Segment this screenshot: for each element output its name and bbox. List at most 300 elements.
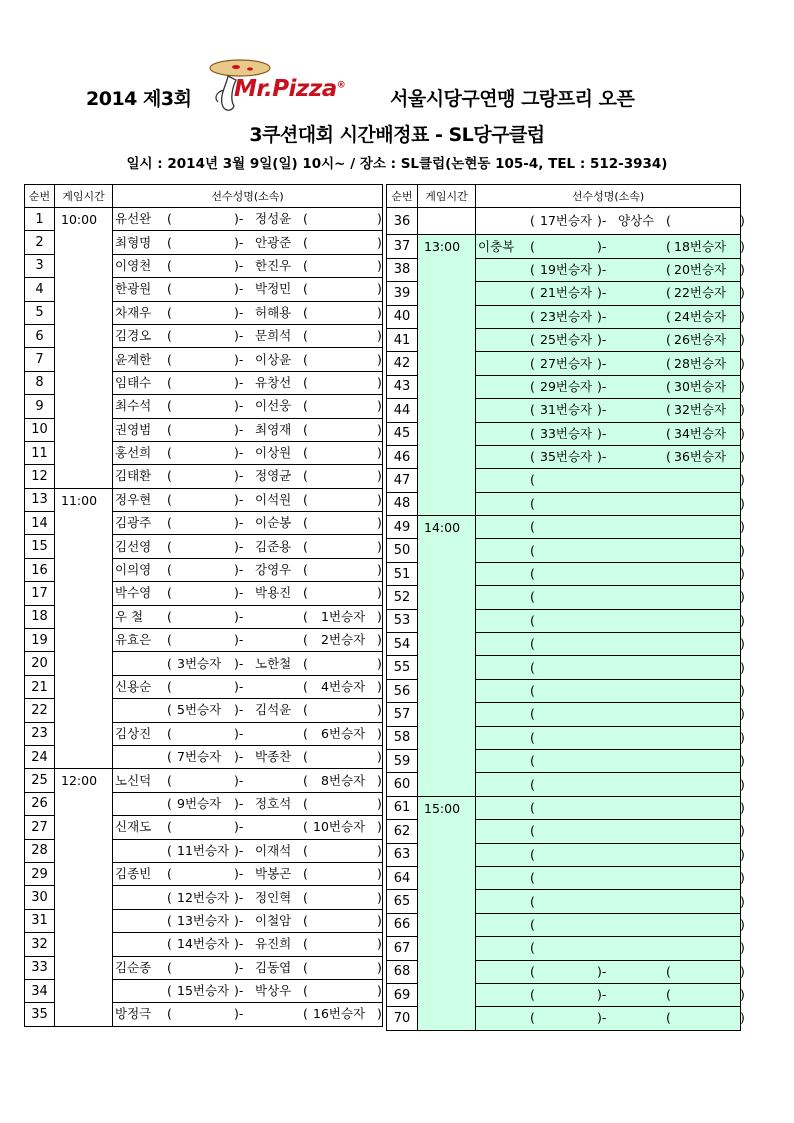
paren-open: (: [303, 819, 308, 835]
paren-close-dash: )-: [234, 351, 244, 367]
winner-b: 18번승자: [674, 238, 727, 254]
game-number: 16: [25, 558, 55, 581]
paren-open: (: [303, 655, 308, 671]
title-row: [0, 78, 794, 114]
paren-open: (: [530, 261, 535, 277]
winner-a: 27번승자: [540, 355, 593, 371]
paren-open: (: [303, 749, 308, 765]
paren-close: ): [740, 425, 745, 441]
players-cell: [476, 445, 745, 468]
paren-close: ): [740, 799, 745, 815]
players-line: [113, 465, 382, 487]
players-cell: [476, 656, 745, 679]
game-number: 5: [25, 301, 55, 324]
paren-open: (: [666, 285, 671, 301]
paren-open: (: [530, 706, 535, 722]
paren-open: (: [303, 234, 308, 250]
player-b: 최영재: [255, 421, 292, 437]
table-header: [25, 185, 383, 208]
paren-close-dash: )-: [597, 332, 607, 348]
paren-close: ): [377, 819, 382, 835]
paren-open: (: [530, 285, 535, 301]
players-line: [476, 353, 745, 375]
paren-open: (: [167, 585, 172, 601]
paren-close: ): [377, 702, 382, 718]
game-number: 28: [25, 839, 55, 862]
paren-close-dash: )-: [234, 608, 244, 624]
players-cell: [476, 937, 745, 960]
paren-close: ): [740, 213, 745, 229]
paren-open: (: [303, 421, 308, 437]
paren-close: ): [740, 636, 745, 652]
game-number: 43: [387, 375, 418, 398]
game-number: 33: [25, 956, 55, 979]
paren-close-dash: )-: [234, 398, 244, 414]
paren-open: (: [530, 799, 535, 815]
game-number: 29: [25, 862, 55, 885]
players-cell: [113, 231, 383, 254]
title-left: 2014 제3회: [86, 88, 192, 110]
game-number: 45: [387, 422, 418, 445]
players-line: [113, 536, 382, 558]
game-number: 30: [25, 886, 55, 909]
players-line: [113, 699, 382, 721]
players-cell: [113, 909, 383, 932]
paren-close: ): [377, 234, 382, 250]
player-a: 홍선희: [115, 445, 152, 461]
paren-close: ): [740, 870, 745, 886]
game-number: 59: [387, 749, 418, 772]
player-a: 임태수: [115, 374, 152, 390]
paren-open: (: [167, 655, 172, 671]
players-line: [113, 232, 382, 254]
players-line: [113, 957, 382, 979]
paren-close: ): [740, 519, 745, 535]
players-cell: [113, 629, 383, 652]
player-a: 윤계한: [115, 351, 152, 367]
player-b: 강영우: [255, 562, 292, 578]
player-b: 노한철: [255, 655, 292, 671]
game-number: 27: [25, 816, 55, 839]
game-number: 47: [387, 469, 418, 492]
paren-close: ): [377, 749, 382, 765]
players-line: [113, 325, 382, 347]
paren-close-dash: )-: [234, 725, 244, 741]
paren-open: (: [303, 725, 308, 741]
players-cell: [113, 956, 383, 979]
paren-close: ): [740, 753, 745, 769]
paren-open: (: [530, 823, 535, 839]
players-line: [476, 891, 745, 913]
player-a: 최수석: [115, 398, 152, 414]
paren-open: (: [530, 940, 535, 956]
logo-text: Mr.Pizza®: [234, 76, 346, 102]
player-a: 권영범: [115, 421, 152, 437]
players-cell: [113, 324, 383, 347]
players-cell: [113, 745, 383, 768]
players-cell: [476, 679, 745, 702]
paren-open: (: [666, 308, 671, 324]
players-cell: [476, 328, 745, 351]
paren-open: (: [167, 608, 172, 624]
paren-open: (: [303, 491, 308, 507]
paren-close: ): [740, 963, 745, 979]
player-a: 유효은: [115, 632, 152, 648]
paren-open: (: [530, 683, 535, 698]
players-line: [476, 493, 745, 515]
paren-open: (: [303, 304, 308, 320]
players-cell: [476, 843, 745, 866]
paren-open: (: [303, 889, 308, 905]
players-cell: [113, 208, 383, 231]
paren-close: ): [377, 491, 382, 507]
players-cell: [113, 979, 383, 1002]
game-number: 49: [387, 516, 418, 539]
players-cell: [113, 254, 383, 277]
game-number: 4: [25, 278, 55, 301]
paren-open: (: [167, 491, 172, 507]
players-line: [476, 423, 745, 445]
players-cell: [476, 726, 745, 749]
paren-close: ): [377, 445, 382, 461]
players-cell: [476, 749, 745, 772]
players-line: [476, 937, 745, 959]
paren-open: (: [167, 842, 172, 858]
mr-pizza-logo: [206, 56, 386, 118]
paren-close: ): [740, 1010, 745, 1026]
players-cell: [476, 913, 745, 936]
paren-close: ): [377, 421, 382, 437]
game-number: 51: [387, 562, 418, 585]
game-number: 26: [25, 792, 55, 815]
player-a: 김선영: [115, 538, 152, 554]
paren-close: ): [377, 468, 382, 484]
players-line: [476, 282, 745, 304]
table-row: [25, 769, 383, 792]
paren-open: (: [530, 916, 535, 932]
paren-open: (: [303, 468, 308, 484]
table-row: [25, 208, 383, 231]
players-line: [476, 563, 745, 585]
game-time: 11:00: [55, 488, 113, 769]
game-number: 70: [387, 1007, 418, 1030]
paren-open: (: [530, 659, 535, 675]
game-number: 60: [387, 773, 418, 796]
player-a: 신재도: [115, 819, 152, 835]
game-number: 7: [25, 348, 55, 371]
paren-close: ): [740, 916, 745, 932]
player-b: 박정민: [255, 281, 292, 297]
paren-open: (: [167, 702, 172, 718]
game-number: 44: [387, 399, 418, 422]
players-cell: [113, 418, 383, 441]
table-row: [25, 488, 383, 511]
paren-close: ): [377, 725, 382, 741]
paren-open: (: [303, 328, 308, 344]
game-number: 34: [25, 979, 55, 1002]
paren-open: (: [167, 772, 172, 788]
winner-b: 34번승자: [674, 425, 727, 441]
players-line: [476, 703, 745, 725]
player-a: 박수영: [115, 585, 152, 601]
players-line: [476, 820, 745, 842]
game-number: 11: [25, 441, 55, 464]
players-line: [476, 469, 745, 491]
players-line: [113, 676, 382, 698]
players-cell: [476, 586, 745, 609]
players-cell: [113, 769, 383, 792]
paren-open: (: [167, 562, 172, 578]
paren-open: (: [530, 893, 535, 909]
players-cell: [476, 422, 745, 445]
player-b: 이상윤: [255, 351, 292, 367]
players-cell: [476, 866, 745, 889]
paren-close: ): [740, 495, 745, 511]
players-line: [113, 582, 382, 604]
game-number: 32: [25, 933, 55, 956]
game-number: 25: [25, 769, 55, 792]
players-line: [113, 442, 382, 464]
paren-close-dash: )-: [234, 983, 244, 999]
game-number: 18: [25, 605, 55, 628]
game-number: 2: [25, 231, 55, 254]
winner-a: 7번승자: [177, 749, 222, 765]
players-cell: [113, 512, 383, 535]
title-right: 서울시당구연맹 그랑프리 오픈: [390, 88, 635, 110]
paren-open: (: [530, 1010, 535, 1026]
players-cell: [476, 562, 745, 585]
game-number: 17: [25, 582, 55, 605]
game-number: 9: [25, 395, 55, 418]
paren-close-dash: )-: [234, 585, 244, 601]
game-number: 54: [387, 633, 418, 656]
paren-open: (: [303, 445, 308, 461]
paren-close: ): [377, 608, 382, 624]
paren-close: ): [377, 959, 382, 975]
paren-open: (: [303, 538, 308, 554]
paren-open: (: [530, 753, 535, 769]
players-line: [113, 980, 382, 1002]
paren-open: (: [666, 332, 671, 348]
players-cell: [476, 492, 745, 515]
players-cell: [476, 469, 745, 492]
paren-open: (: [303, 936, 308, 952]
paren-open: (: [530, 566, 535, 582]
winner-b: 6번승자: [321, 725, 366, 741]
header-time: 게임시간: [418, 185, 476, 208]
paren-open: (: [530, 238, 535, 254]
players-line: [476, 727, 745, 749]
players-cell: [476, 796, 745, 819]
players-cell: [113, 278, 383, 301]
player-b: 박봉곤: [255, 866, 292, 882]
players-line: [476, 680, 745, 702]
paren-close: ): [740, 729, 745, 745]
paren-close-dash: )-: [234, 468, 244, 484]
game-number: 55: [387, 656, 418, 679]
paren-close-dash: )-: [234, 562, 244, 578]
players-cell: [476, 1007, 745, 1030]
paren-open: (: [167, 936, 172, 952]
paren-close: ): [740, 589, 745, 605]
players-line: [113, 395, 382, 417]
players-line: [113, 302, 382, 324]
player-a: 이영천: [115, 257, 152, 273]
paren-open: (: [167, 328, 172, 344]
game-number: 58: [387, 726, 418, 749]
paren-close: ): [377, 562, 382, 578]
game-number: 23: [25, 722, 55, 745]
players-cell: [113, 582, 383, 605]
paren-close-dash: )-: [597, 378, 607, 394]
players-cell: [476, 258, 745, 281]
paren-close-dash: )-: [597, 1010, 607, 1026]
paren-close-dash: )-: [597, 987, 607, 1003]
winner-b: 36번승자: [674, 449, 727, 465]
paren-close-dash: )-: [597, 425, 607, 441]
paren-open: (: [530, 378, 535, 394]
paren-open: (: [530, 870, 535, 886]
player-b: 박용진: [255, 585, 292, 601]
paren-open: (: [167, 959, 172, 975]
winner-a: 11번승자: [177, 842, 230, 858]
player-b: 이선웅: [255, 398, 292, 414]
players-cell: [113, 558, 383, 581]
players-line: [476, 774, 745, 796]
players-line: [476, 797, 745, 819]
player-b: 유창선: [255, 374, 292, 390]
game-number: 65: [387, 890, 418, 913]
paren-close: ): [740, 659, 745, 675]
players-line: [476, 399, 745, 421]
players-cell: [113, 1003, 383, 1026]
players-cell: [113, 886, 383, 909]
paren-open: (: [167, 468, 172, 484]
paren-open: (: [303, 702, 308, 718]
paren-close: ): [377, 257, 382, 273]
paren-open: (: [303, 795, 308, 811]
game-time: 13:00: [418, 235, 476, 516]
paren-close: ): [740, 261, 745, 277]
paren-close: ): [377, 632, 382, 648]
paren-open: (: [666, 449, 671, 465]
paren-close: ): [740, 776, 745, 792]
paren-close-dash: )-: [234, 866, 244, 882]
players-cell: [113, 699, 383, 722]
player-b: 박종찬: [255, 749, 292, 765]
players-cell: [113, 605, 383, 628]
paren-close: ): [740, 893, 745, 909]
paren-open: (: [666, 987, 671, 1003]
paren-open: (: [303, 912, 308, 928]
paren-close: ): [377, 655, 382, 671]
paren-open: (: [303, 983, 308, 999]
players-line: [113, 793, 382, 815]
players-cell: [476, 208, 745, 235]
game-number: 3: [25, 254, 55, 277]
header-players: 선수성명(소속): [476, 185, 741, 208]
player-b: 이석원: [255, 491, 292, 507]
paren-close-dash: )-: [234, 936, 244, 952]
paren-open: (: [167, 1006, 172, 1022]
paren-close: ): [377, 889, 382, 905]
paren-close-dash: )-: [597, 355, 607, 371]
paren-close: ): [740, 542, 745, 558]
game-time: 12:00: [55, 769, 113, 1026]
paren-open: (: [530, 449, 535, 465]
player-a: 김순종: [115, 959, 152, 975]
header-no: 순번: [387, 185, 418, 208]
player-b: 박상우: [255, 983, 292, 999]
game-number: 41: [387, 328, 418, 351]
player-a: 김광주: [115, 515, 152, 531]
game-number: 66: [387, 913, 418, 936]
game-number: 24: [25, 745, 55, 768]
paren-open: (: [167, 374, 172, 390]
paren-open: (: [666, 261, 671, 277]
paren-close: ): [740, 355, 745, 371]
paren-open: (: [530, 846, 535, 862]
paren-close: ): [377, 304, 382, 320]
players-line: [476, 259, 745, 281]
players-cell: [476, 282, 745, 305]
player-a: 노신덕: [115, 772, 152, 788]
player-b: 정호석: [255, 795, 292, 811]
paren-open: (: [666, 238, 671, 254]
players-cell: [113, 722, 383, 745]
players-cell: [113, 792, 383, 815]
paren-close: ): [377, 772, 382, 788]
players-cell: [476, 539, 745, 562]
game-number: 53: [387, 609, 418, 632]
game-number: 1: [25, 208, 55, 231]
paren-close-dash: )-: [234, 445, 244, 461]
table-row: [387, 235, 741, 258]
game-number: 56: [387, 679, 418, 702]
players-line: [113, 653, 382, 675]
winner-a: 15번승자: [177, 983, 230, 999]
paren-close-dash: )-: [234, 211, 244, 227]
players-line: [476, 210, 745, 232]
game-number: 68: [387, 960, 418, 983]
player-a: 차재우: [115, 304, 152, 320]
paren-open: (: [530, 519, 535, 535]
paren-open: (: [530, 987, 535, 1003]
paren-close: ): [377, 795, 382, 811]
player-a: 최형명: [115, 234, 152, 250]
paren-open: (: [666, 963, 671, 979]
paren-close: ): [377, 374, 382, 390]
paren-open: (: [167, 421, 172, 437]
players-line: [113, 606, 382, 628]
winner-a: 21번승자: [540, 285, 593, 301]
paren-open: (: [666, 378, 671, 394]
player-b: 이순봉: [255, 515, 292, 531]
paren-open: (: [167, 889, 172, 905]
paren-close: ): [377, 912, 382, 928]
paren-close-dash: )-: [597, 402, 607, 418]
paren-open: (: [167, 983, 172, 999]
paren-close-dash: )-: [597, 238, 607, 254]
paren-open: (: [167, 281, 172, 297]
players-line: [476, 516, 745, 538]
players-line: [476, 844, 745, 866]
paren-open: (: [666, 355, 671, 371]
paren-close: ): [377, 983, 382, 999]
paren-open: (: [167, 211, 172, 227]
game-number: 48: [387, 492, 418, 515]
paren-close-dash: )-: [234, 702, 244, 718]
